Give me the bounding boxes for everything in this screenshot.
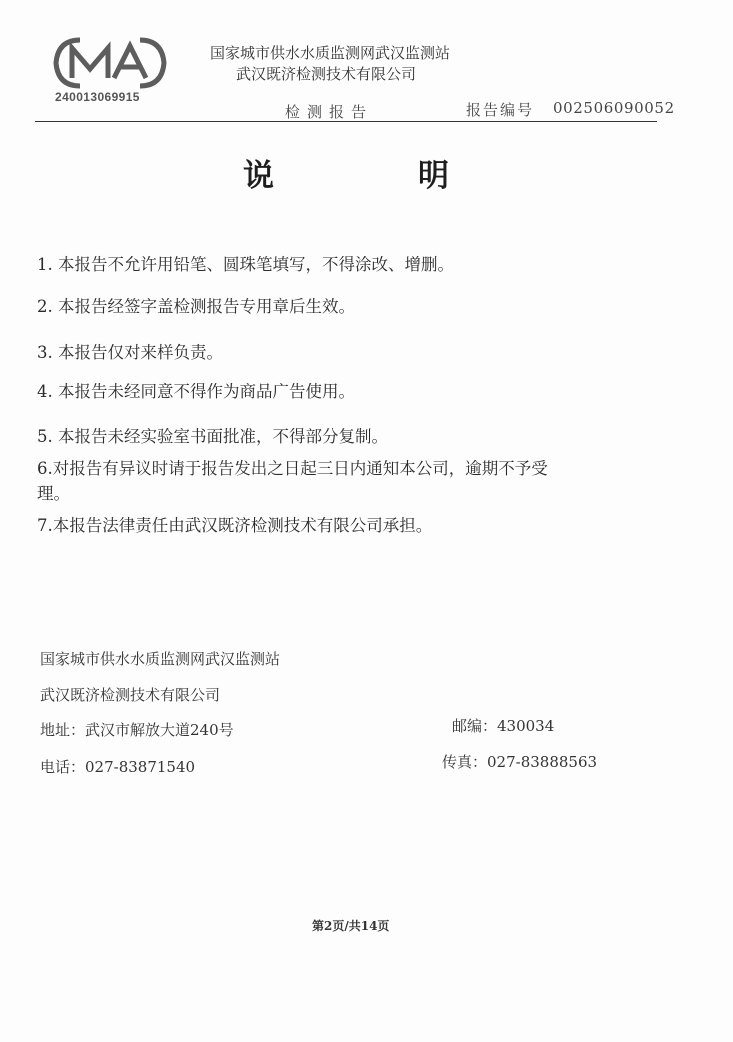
report-type-label: 检测报告: [285, 103, 374, 121]
page-title-right: 明: [418, 158, 449, 194]
footer-fax: 传真：027-83888563: [442, 753, 598, 771]
note-item-1: 1. 本报告不允许用铅笔、圆珠笔填写，不得涂改、增删。: [37, 255, 454, 274]
cma-logo: [50, 36, 170, 90]
footer-org-line1: 国家城市供水水质监测网武汉监测站: [40, 650, 281, 668]
note-item-7: 7.本报告法律责任由武汉既济检测技术有限公司承担。: [37, 516, 433, 535]
footer-phone: 电话：027-83871540: [40, 758, 196, 776]
header-org-line2: 武汉既济检测技术有限公司: [236, 65, 417, 83]
footer-address: 地址：武汉市解放大道240号: [40, 721, 234, 739]
footer-postcode: 邮编：430034: [452, 717, 555, 735]
note-item-4: 4. 本报告未经同意不得作为商品广告使用。: [37, 382, 355, 401]
header-divider: [35, 121, 657, 122]
page-title-left: 说: [243, 158, 274, 194]
note-item-6-line1: 6.对报告有异议时请于报告发出之日起三日内通知本公司，逾期不予受: [37, 459, 548, 478]
cma-certificate-number: 240013069915: [55, 90, 140, 104]
header-org-line1: 国家城市供水水质监测网武汉监测站: [210, 44, 451, 62]
report-number: 002506090052: [553, 99, 675, 117]
note-item-6-line2: 理。: [37, 484, 70, 503]
footer-org-line2: 武汉既济检测技术有限公司: [40, 686, 221, 704]
note-item-5: 5. 本报告未经实验室书面批准，不得部分复制。: [37, 427, 388, 446]
note-item-2: 2. 本报告经签字盖检测报告专用章后生效。: [37, 297, 355, 316]
page-number: 第2页/共14页: [312, 919, 390, 933]
note-item-3: 3. 本报告仅对来样负责。: [37, 343, 223, 362]
report-number-label: 报告编号: [466, 101, 535, 119]
